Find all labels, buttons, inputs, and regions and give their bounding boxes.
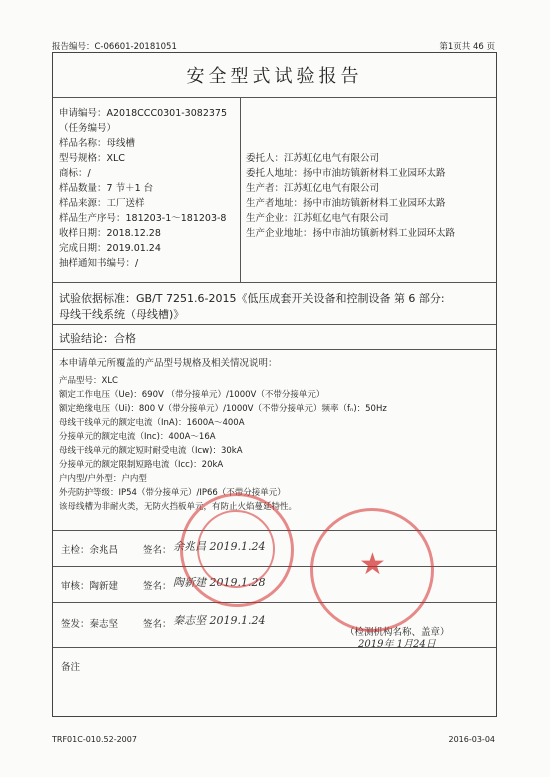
- manufacturer: 生产者：江苏虹亿电气有限公司: [246, 183, 380, 194]
- reviewer-sign-label: 签名：: [143, 581, 172, 592]
- client: 委托人：江苏虹亿电气有限公司: [246, 153, 380, 164]
- production-serial: 样品生产序号：181203-1～181203-8: [59, 213, 227, 224]
- spec-busbar-current: 母线干线单元的额定电流（InA)：1600A～400A: [59, 418, 245, 428]
- production-enterprise: 生产企业：江苏虹亿电气有限公司: [246, 213, 389, 224]
- form-number: TRF01C-010.52-2007: [52, 735, 137, 744]
- spec-tap-current: 分接单元的额定电流（Inc)：400A～16A: [59, 432, 216, 442]
- spec-model: 产品型号：XLC: [59, 376, 118, 386]
- reviewer-signature: 陶新建 2019.1.28: [173, 576, 266, 589]
- sample-quantity: 样品数量：7 节＋1 台: [59, 183, 154, 194]
- sampling-notice-number: 抽样通知书编号：/: [59, 258, 139, 269]
- issuer-signature: 秦志坚 2019.1.24: [173, 614, 266, 627]
- report-form: [52, 52, 497, 717]
- institution-seal-stamp: [310, 508, 434, 632]
- spec-rated-voltage: 额定工作电压（Ue)：690V （带分接单元）/1000V（不带分接单元）: [59, 390, 325, 400]
- seal-note: （检测机构名称、盖章）: [345, 627, 450, 638]
- task-number-label: （任务编号）: [59, 123, 117, 134]
- spec-short-circuit-current: 分接单元的额定限制短路电流（Icc)：20kA: [59, 460, 224, 470]
- remark-label: 备注: [61, 662, 81, 673]
- spec-short-time-current: 母线干线单元的额定短时耐受电流（Icw)：30kA: [59, 446, 243, 456]
- reviewer-name: 审核：陶新建: [61, 581, 119, 592]
- page-indicator: 第1页共 46 页: [439, 42, 495, 52]
- sample-info-left: [53, 97, 241, 282]
- sample-info-section: [53, 97, 496, 283]
- inspector-sign-label: 签名：: [143, 545, 172, 556]
- report-number: 报告编号：C-06601-20181051: [52, 42, 177, 52]
- receipt-date: 收样日期：2018.12.28: [59, 228, 161, 239]
- spec-fire-note: 该母线槽为非耐火类，无防火挡板单元，有防止火焰蔓延特性。: [59, 502, 298, 512]
- conclusion-section: [53, 324, 496, 350]
- specs-intro: 本申请单元所覆盖的产品型号规格及相关情况说明：: [59, 358, 278, 369]
- application-number: 申请编号：A2018CCC0301-3082375: [59, 108, 227, 119]
- test-basis-section: [53, 282, 496, 325]
- issuer-sign-label: 签名：: [143, 619, 172, 630]
- test-standard-line2: 母线干线系统（母线槽)》: [59, 308, 185, 321]
- report-title: 安全型式试验报告: [53, 53, 496, 98]
- form-date: 2016-03-04: [448, 735, 495, 744]
- test-seal-inner-ring: [197, 510, 275, 588]
- remark-section: [53, 647, 496, 716]
- spec-indoor-outdoor: 户内型/户外型：户内型: [59, 474, 147, 484]
- inspector-name: 主检：余兆昌: [61, 545, 119, 556]
- sample-source: 样品来源：工厂送样: [59, 198, 145, 209]
- completion-date: 完成日期：2019.01.24: [59, 243, 161, 254]
- sample-name: 样品名称：母线槽: [59, 138, 136, 149]
- seal-date: 2019年 1月24日: [358, 639, 436, 650]
- inspector-signature: 余兆昌 2019.1.24: [173, 540, 266, 553]
- issuer-name: 签发：秦志坚: [61, 619, 119, 630]
- specs-section: [53, 349, 496, 531]
- test-standard-line1: 试验依据标准：GB/T 7251.6-2015《低压成套开关设备和控制设备 第 6 部分:: [59, 292, 445, 305]
- model-spec: 型号规格：XLC: [59, 153, 125, 164]
- spec-insulation-voltage: 额定绝缘电压（Ui)：800 V（带分接单元）/1000V（不带分接单元）频率（fₙ)：50Hz: [59, 404, 387, 414]
- client-address: 委托人地址：扬中市油坊镇新材料工业园环太路: [246, 168, 446, 179]
- manufacturer-address: 生产者地址：扬中市油坊镇新材料工业园环太路: [246, 198, 446, 209]
- test-seal-stamp: [180, 493, 294, 607]
- production-enterprise-address: 生产企业地址：扬中市油坊镇新材料工业园环太路: [246, 228, 456, 239]
- test-conclusion: 试验结论：合格: [59, 332, 136, 345]
- signature-row-issuer: [53, 602, 496, 648]
- spec-ip-rating: 外壳防护等级：IP54（带分接单元）/IP66（不带分接单元）: [59, 488, 286, 498]
- seal-star-icon: ★: [359, 547, 386, 582]
- trademark: 商标：/: [59, 168, 91, 179]
